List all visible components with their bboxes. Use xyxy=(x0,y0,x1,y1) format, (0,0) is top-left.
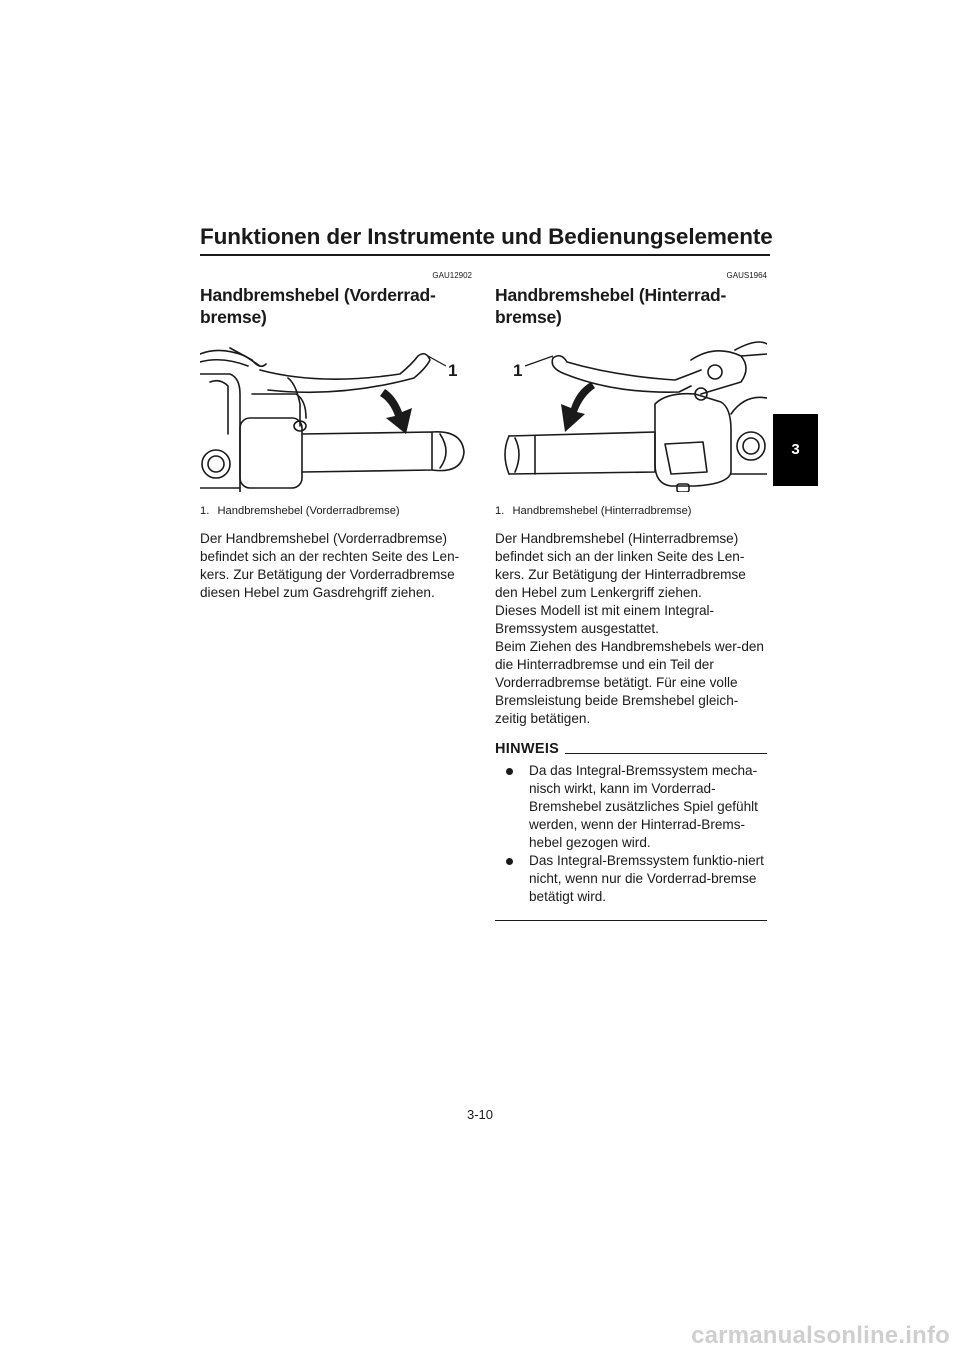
page-number: 3-10 xyxy=(466,1107,494,1122)
watermark: carmanualsonline.info xyxy=(691,1322,950,1349)
note-item xyxy=(495,852,767,906)
caption-text: Handbremshebel (Hinterradbremse) xyxy=(512,505,692,517)
rear-brake-lever-illustration xyxy=(495,334,767,492)
body-paragraph-2: Dieses Modell ist mit einem Integral-Bremssystem ausgestattet. xyxy=(495,603,715,636)
note-item-text: Das Integral-Bremssystem funktio-niert nicht, wenn nur die Vorderrad-bremse betätigt wird. xyxy=(529,853,764,904)
figure-front-brake-lever xyxy=(200,334,472,492)
chapter-tab: 3 xyxy=(773,414,818,486)
body-paragraph xyxy=(495,530,767,728)
figure-callout-number: 1 xyxy=(513,361,523,380)
figure-caption xyxy=(495,504,767,518)
bullet-icon xyxy=(506,858,513,865)
body-paragraph: Der Handbremshebel (Vorderradbremse) befindet sich an der rechten Seite des Len-kers. Zur Betätigung der Vorderradbremse diesen Hebel zum Gasdrehgriff ziehen. xyxy=(200,531,460,600)
note-header xyxy=(495,740,767,758)
title-rule xyxy=(200,254,770,256)
caption-text: Handbremshebel (Vorderradbremse) xyxy=(217,505,400,517)
heading-line-2: bremse) xyxy=(200,307,267,327)
note-box xyxy=(495,740,767,921)
figure-rear-brake-lever xyxy=(495,334,767,492)
body-paragraph-3: Beim Ziehen des Handbremshebels wer-den die Hinterradbremse und ein Teil der Vorderradbremse betätigt. Für eine volle Bremsleistung beide Bremshebel gleich-zeitig betätigen. xyxy=(495,639,764,726)
front-brake-lever-illustration xyxy=(200,334,472,492)
figure-callout-number: 1 xyxy=(448,361,458,380)
note-item xyxy=(495,762,767,852)
heading-line-1: Handbremshebel (Vorderrad- xyxy=(200,285,436,305)
left-column xyxy=(200,270,472,602)
note-header-rule xyxy=(565,753,767,754)
note-title: HINWEIS xyxy=(495,741,560,757)
note-list xyxy=(495,762,767,906)
page-title: Funktionen der Instrumente und Bedienungselemente xyxy=(200,224,773,249)
heading-line-2: bremse) xyxy=(495,307,562,327)
caption-number: 1. xyxy=(495,505,505,517)
note-end-rule xyxy=(495,920,767,921)
section-code: GAUS1964 xyxy=(726,271,767,280)
section-heading xyxy=(495,284,767,328)
bullet-icon xyxy=(506,768,513,775)
note-item-text: Da das Integral-Bremssystem mecha-nisch wirkt, kann im Vorderrad-Bremshebel zusätzliches Spiel gefühlt werden, wenn der Hinterrad-Brems-hebel gezogen wird. xyxy=(529,763,758,850)
section-code: GAU12902 xyxy=(432,271,472,280)
section-heading xyxy=(200,284,472,328)
figure-caption xyxy=(200,504,472,518)
right-column xyxy=(495,270,767,921)
heading-line-1: Handbremshebel (Hinterrad- xyxy=(495,285,727,305)
caption-number: 1. xyxy=(200,505,210,517)
body-paragraph-1: Der Handbremshebel (Hinterradbremse) befindet sich an der linken Seite des Len-kers. Zur Betätigung der Hinterradbremse den Hebel zum Lenkergriff ziehen. xyxy=(495,531,746,600)
